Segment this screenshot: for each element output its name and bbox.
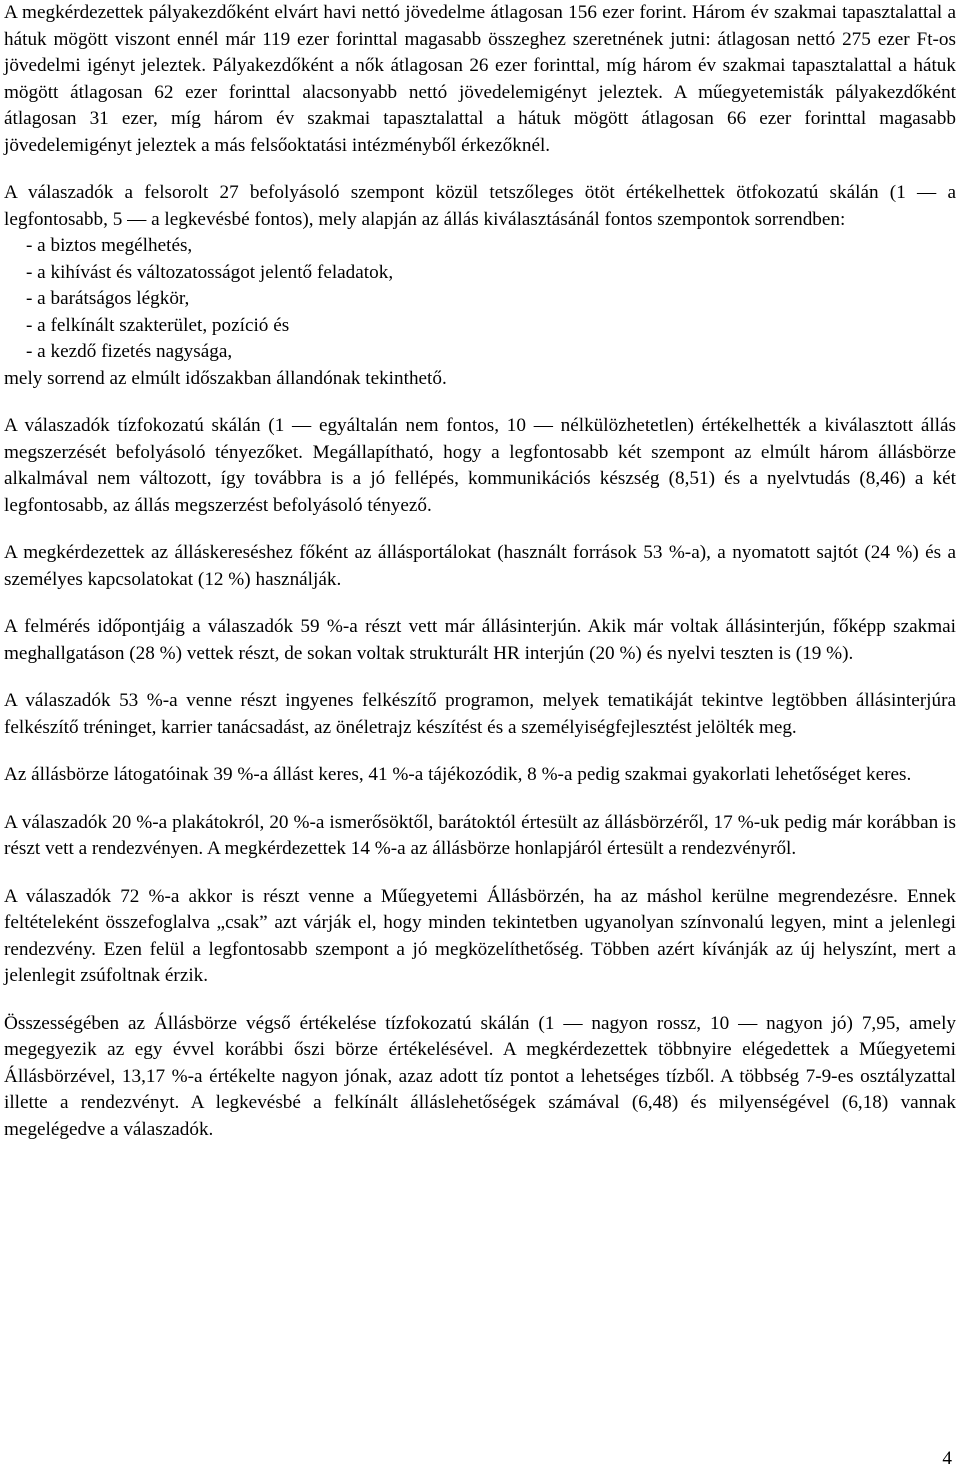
document-page [4, 0, 956, 1143]
paragraph-job-search-sources: A megkérdezettek az álláskereséshez főként az állásportálokat (használt források 53 %-a), a nyomatott sajtót (24 %) és a személyes kapcsolatokat (12 %) használják. [4, 542, 956, 590]
paragraph-information-sources: A válaszadók 20 %-a plakátokról, 20 %-a ismerősöktől, barátoktól értesült az állásbörzéről, 17 %-uk pedig már korábban is részt vett a rendezvényen. A megkérdezettek 14 %-a az állásbörze honlapjáról értesült a rendezvényről. [4, 811, 956, 859]
list-item: - a barátságos légkör, [26, 288, 190, 309]
list-item: - a felkínált szakterület, pozíció és [26, 314, 290, 336]
list-item: - a biztos megélhetés, [26, 235, 193, 256]
page-number: 4 [942, 1448, 952, 1469]
paragraph-venue: A válaszadók 72 %-a akkor is részt venne a Műegyetemi Állásbörzén, ha az máshol kerülne megrendezésre. Ennek feltételeként összefoglalva „csak” azt várják el, hogy minden tekintetben ugyanolyan színvonalú legyen, mint a jelenlegi rendezvény. Ezen felül a legfontosabb szempont a jó megközelíthetőség. Többen azért kívánják az új helyszínt, mert a jelenlegit zsúfoltnak érzik. [4, 885, 956, 986]
paragraph-selection-criteria-tail: mely sorrend az elmúlt időszakban állandónak tekinthető. [4, 367, 447, 389]
selection-criteria-list [4, 233, 956, 366]
list-item: - a kihívást és változatosságot jelentő feladatok, [26, 261, 394, 283]
paragraph-visitor-goals: Az állásbörze látogatóinak 39 %-a állást keres, 41 %-a tájékozódik, 8 %-a pedig szakmai gyakorlati lehetőséget keres. [4, 764, 912, 785]
paragraph-selection-criteria-intro: A válaszadók a felsorolt 27 befolyásoló szempont közül tetszőleges ötöt értékelhettek ötfokozatú skálán (1 — a legfontosabb, 5 — a legkevésbé fontos), mely alapján az állás kiválasztásánál fontos szempontok sorrendben: [4, 182, 956, 230]
paragraph-salary-expectations: A megkérdezettek pályakezdőként elvárt havi nettó jövedelme átlagosan 156 ezer forint. Három év szakmai tapasztalattal a hátuk mögött viszont ennél már 119 ezer forinttal magasabb összeghez szeretnének jutni: átlagosan nettó 275 ezer Ft-os jövedelmi igényt jeleztek. Pályakezdőként a nők átlagosan 26 ezer forinttal, míg három év szakmai tapasztalattal a hátuk mögött átlagosan 62 ezer forinttal alacsonyabb nettó jövedelemigényt jeleztek. A műegyetemisták pályakezdőként átlagosan 31 ezer, míg három év szakmai tapasztalattal a hátuk mögött átlagosan 66 ezer forinttal magasabb jövedelemigényt jeleztek a más felsőoktatási intézményből érkezőknél. [4, 2, 956, 156]
paragraph-interviews: A felmérés időpontjáig a válaszadók 59 %-a részt vett már állásinterjún. Akik már voltak állásinterjún, főképp szakmai meghallgatáson (28 %) vettek részt, de sokan voltak strukturált HR interjún (20 %) és nyelvi teszten is (19 %). [4, 616, 956, 664]
paragraph-preparation-programs: A válaszadók 53 %-a venne részt ingyenes felkészítő programon, melyek tematikáját tekintve legtöbben állásinterjúra felkészítő tréninget, karrier tanácsadást, az önéletrajz készítést és a személyiségfejlesztést jelölték meg. [4, 690, 956, 738]
paragraph-overall-rating: Összességében az Állásbörze végső értékelése tízfokozatú skálán (1 — nagyon rossz, 10 — nagyon jó) 7,95, amely megegyezik az egy évvel korábbi őszi börze értékelésével. A megkérdezettek többnyire elégedettek a Műegyetemi Állásbörzével, 13,17 %-a értékelte nagyon jónak, azaz adott tíz pontot a lehetséges tízből. A többség 7-9-es osztályzattal illette a rendezvényt. A legkevésbé a felkínált álláslehetőségek számával (6,48) és milyenségével (6,18) vannak megelégedve a válaszadók. [4, 1012, 956, 1140]
paragraph-hiring-factors: A válaszadók tízfokozatú skálán (1 — egyáltalán nem fontos, 10 — nélkülözhetetlen) értékelhették a kiválasztott állás megszerzését befolyásoló tényezőket. Megállapítható, hogy a legfontosabb két szempont az elmúlt három állásbörze alkalmával nem változott, így továbbra is a jó fellépés, kommunikációs készség (8,51) és a nyelvtudás (8,46) a két legfontosabb, az állás megszerzést befolyásoló tényező. [4, 415, 956, 516]
list-item: - a kezdő fizetés nagysága, [26, 341, 233, 362]
